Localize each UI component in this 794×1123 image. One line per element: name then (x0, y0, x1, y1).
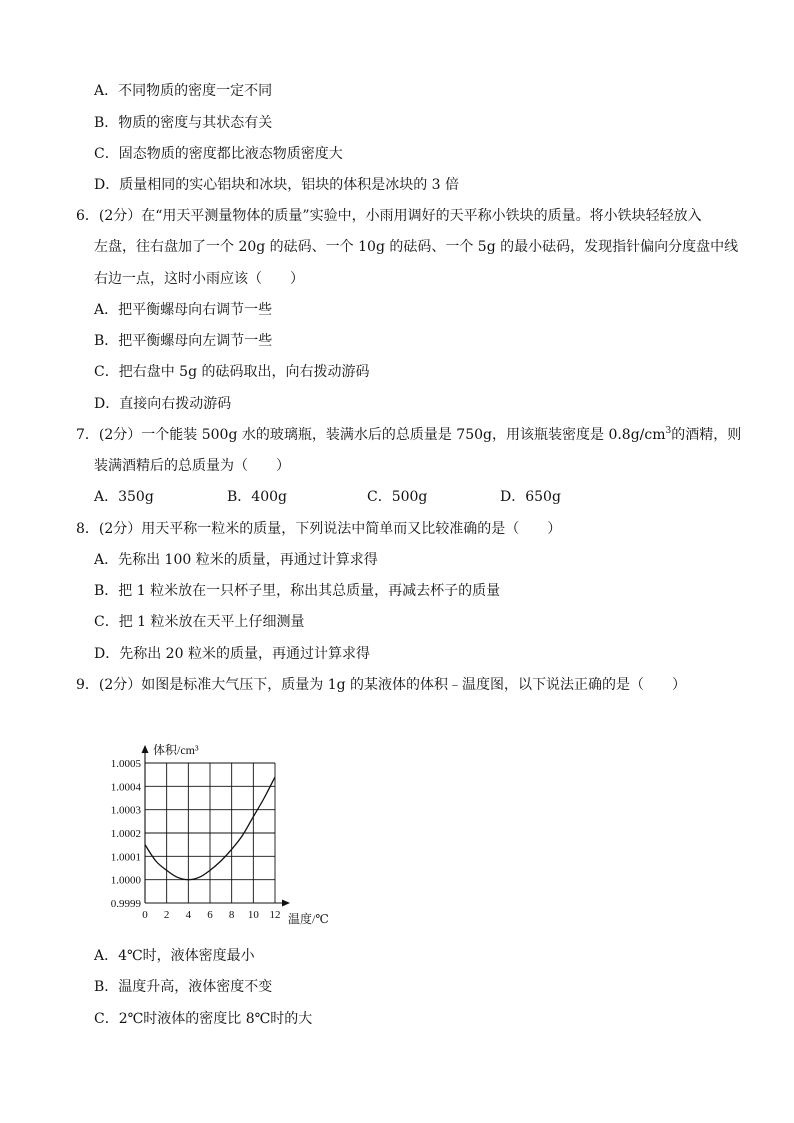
q7-superscript: 3 (665, 426, 672, 436)
q9-option-b: B．温度升高，液体密度不变 (94, 979, 273, 995)
y-tick-label: 1.0001 (110, 851, 141, 864)
q5-option-a: A．不同物质的密度一定不同 (94, 83, 273, 99)
x-axis-label: 温度/℃ (288, 912, 329, 926)
q8-option-d: D．先称出 20 粒米的质量，再通过计算求得 (94, 646, 370, 662)
q6-option-a: A．把平衡螺母向右调节一些 (94, 302, 273, 318)
chart-grid (145, 763, 275, 903)
q9-stem-line-1: 9．(2分）如图是标准大气压下，质量为 1g 的某液体的体积﹣温度图，以下说法正确的是（ ） (76, 677, 687, 693)
x-tick-labels (142, 909, 280, 921)
q5-option-d: D．质量相同的实心铝块和冰块，铝块的体积是冰块的 3 倍 (94, 177, 460, 193)
q6-option-b: B．把平衡螺母向左调节一些 (94, 333, 273, 349)
q7-option-c: C．500g (367, 489, 428, 505)
q9-option-a: A．4℃时，液体密度最小 (94, 948, 255, 964)
q5-option-b: B．物质的密度与其状态有关 (94, 115, 273, 131)
y-tick-label: 1.0002 (110, 828, 141, 840)
q7-stem-line-2: 装满酒精后的总质量为（ ） (94, 458, 290, 474)
x-tick-label: 4 (185, 909, 192, 921)
x-tick-label: 2 (163, 909, 170, 921)
q6-stem-line-1: 6．(2分）在“用天平测量物体的质量”实验中，小雨用调好的天平称小铁块的质量。将小铁块轻轻放入 (76, 208, 702, 224)
q6-option-c: C．把右盘中 5g 的砝码取出，向右拨动游码 (94, 364, 370, 380)
q9-option-c: C．2℃时液体的密度比 8℃时的大 (94, 1011, 313, 1027)
q5-option-c: C．固态物质的密度都比液态物质密度大 (94, 146, 343, 162)
y-tick-label: 1.0005 (110, 758, 141, 770)
q6-stem-line-2: 左盘，往右盘加了一个 20g 的砝码、一个 10g 的砝码、一个 5g 的最小砝码，发现指针偏向分度盘中线 (94, 239, 739, 255)
q8-stem-line-1: 8．(2分）用天平称一粒米的质量，下列说法中简单而又比较准确的是（ ） (76, 521, 562, 537)
y-tick-label: 1.0004 (110, 781, 141, 794)
q8-option-a: A．先称出 100 粒米的质量，再通过计算求得 (94, 552, 378, 568)
q8-option-c: C．把 1 粒米放在天平上仔细测量 (94, 614, 305, 630)
q6-stem-line-3: 右边一点，这时小雨应该（ ） (94, 271, 304, 287)
y-tick-label: 1.0003 (110, 804, 141, 817)
y-axis-label: 体积/cm³ (153, 743, 199, 757)
q7-option-a: A．350g (94, 489, 154, 505)
x-tick-label: 12 (269, 909, 281, 921)
q7-stem-text: 7．(2分）一个能装 500g 水的玻璃瓶，装满水后的总质量是 750g，用该瓶装密度是 0.8g/cm (76, 427, 666, 443)
q8-option-b: B．把 1 粒米放在一只杯子里，称出其总质量，再减去杯子的质量 (94, 583, 501, 599)
x-axis-arrow (282, 900, 290, 907)
q7-stem-text-end: 的酒精，则 (671, 427, 742, 443)
q7-option-d: D．650g (500, 489, 561, 505)
y-tick-label: 0.9999 (110, 898, 141, 910)
q7-option-b: B．400g (227, 489, 287, 505)
volume-temperature-graph (96, 738, 346, 933)
x-tick-label: 8 (228, 909, 235, 921)
q7-stem-line-1 (76, 425, 741, 445)
x-tick-label: 6 (207, 909, 213, 921)
x-tick-label: 10 (247, 909, 259, 921)
y-axis-arrow (142, 745, 149, 753)
chart-axes (142, 745, 291, 907)
q6-option-d: D．直接向右拨动游码 (94, 396, 232, 412)
x-tick-label: 0 (142, 909, 148, 921)
y-tick-labels (111, 758, 142, 910)
y-tick-label: 1.0000 (110, 874, 141, 887)
